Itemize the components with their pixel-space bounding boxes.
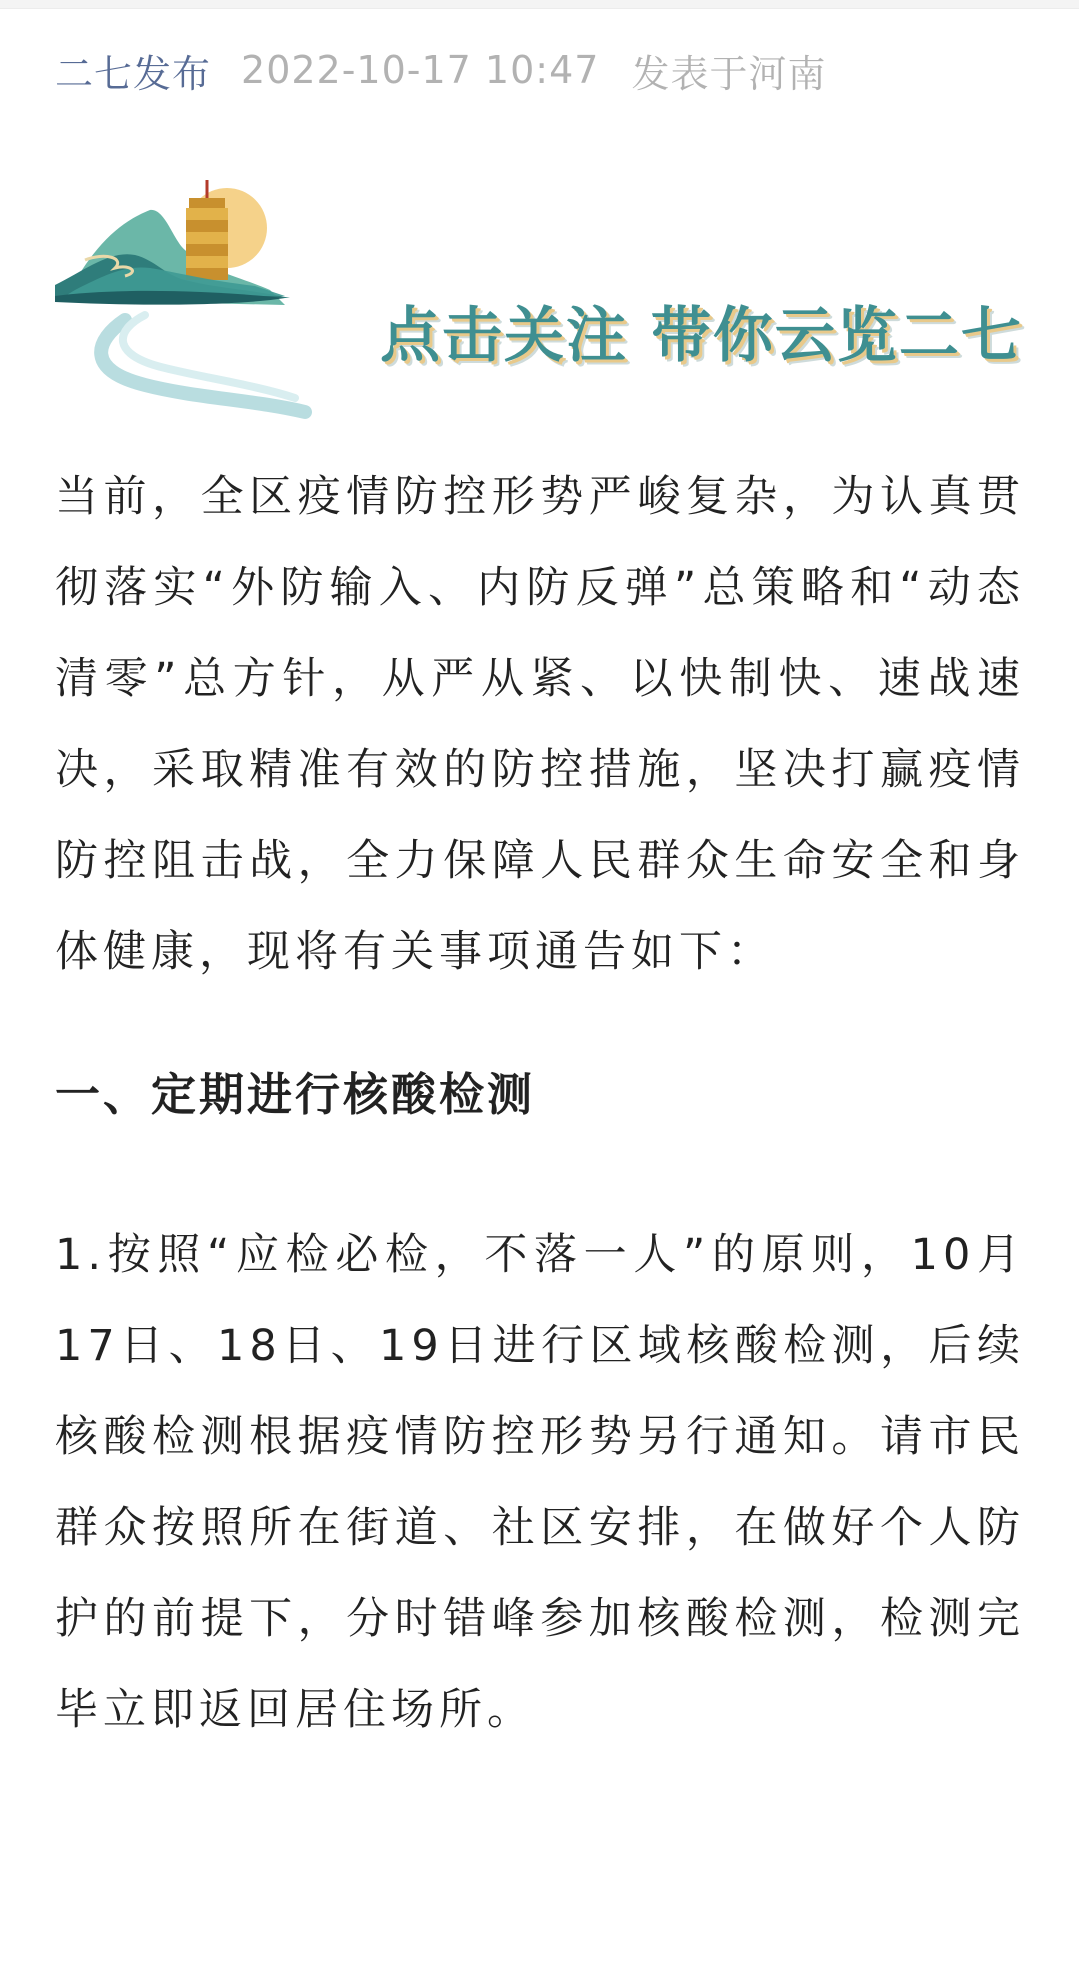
article-meta [55, 40, 826, 100]
mountain-pagoda-illustration [55, 180, 355, 440]
intro-paragraph: 当前，全区疫情防控形势严峻复杂，为认真贯彻落实“外防输入、内防反弹”总策略和“动态清零”总方针，从严从紧、以快制快、速战速决，采取精准有效的防控措施，坚决打赢疫情防控阻击战，全力保障人民群众生命安全和身体健康，现将有关事项通告如下： [55, 472, 1025, 977]
publish-datetime: 2022-10-17 10:47 [241, 48, 600, 92]
follow-banner[interactable] [55, 180, 1023, 440]
article-body [55, 452, 1025, 1756]
banner-slogan: 点击关注 带你云览二七 [380, 301, 1023, 371]
top-divider [0, 0, 1079, 9]
publish-location: 发表于河南 [631, 51, 827, 96]
author-link[interactable]: 二七发布 [55, 51, 212, 96]
section-heading: 一、定期进行核酸检测 [55, 1068, 536, 1121]
section-paragraph: 1.按照“应检必检，不落一人”的原则，10月17日、18日、19日进行区域核酸检测，后续核酸检测根据疫情防控形势另行通知。请市民群众按照所在街道、社区安排，在做好个人防护的前提下，分时错峰参加核酸检测，检测完毕立即返回居住场所。 [55, 1230, 1025, 1735]
